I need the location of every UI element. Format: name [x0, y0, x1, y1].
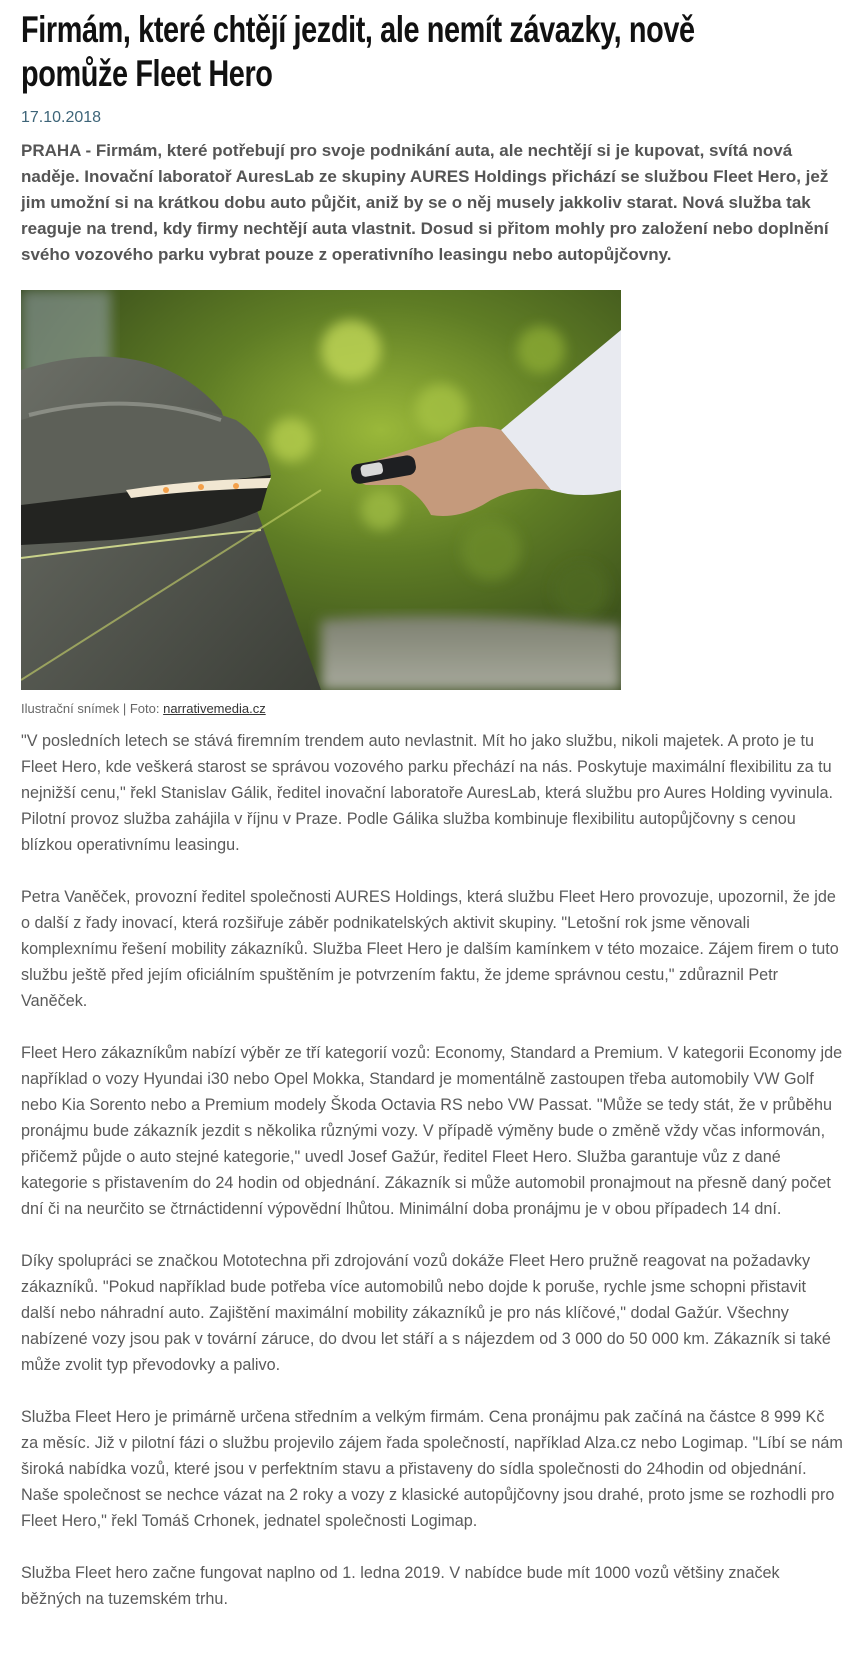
body-paragraph: Služba Fleet hero začne fungovat naplno od 1. ledna 2019. V nabídce bude mít 1000 vozů většiny značek běžných na tuzemském trhu.: [21, 1564, 780, 1608]
caption-text: Ilustrační snímek | Foto:: [21, 701, 164, 716]
body-paragraph: "V posledních letech se stává firemním trendem auto nevlastnit. Mít ho jako službu, nikoli majetek. A proto je tu Fleet Hero, kde veškerá starost se správou vozového parku přechází na nás. Poskytuje maximální flexibilitu za tu nejnižší cenu," řekl Stanislav Gálik, ředitel inovační laboratoře AuresLab, která službu pro Aures Holding vyvinula. Pilotní provoz služba zahájila v říjnu v Praze. Podle Gálika služba kombinuje flexibilitu autopůjčovny s cenou blízkou operativnímu leasingu.: [21, 732, 833, 854]
article: [21, 0, 843, 1608]
article-body: [21, 728, 843, 1638]
photo-caption: [21, 700, 266, 718]
publish-date: 17.10.2018: [21, 109, 102, 126]
headline: Firmám, které chtějí jezdit, ale nemít závazky, nově pomůže Fleet Hero: [21, 9, 695, 94]
body-paragraph: Služba Fleet Hero je primárně určena středním a velkým firmám. Cena pronájmu pak začíná na částce 8 999 Kč za měsíc. Již v pilotní fázi o službu projevilo zájem řada společností, například Alza.cz nebo Logimap. "Líbí se nám široká nabídka vozů, které jsou v perfektním stavu a přistaveny do sídla společnosti do 24hodin od objednání. Naše společnost se nechce vázat na 2 roky a vozy z klasické autopůjčovny jsou drahé, proto jsme se rozhodli pro Fleet Hero," řekl Tomáš Crhonek, jednatel společnosti Logimap.: [21, 1408, 843, 1530]
photo-credit-link[interactable]: narrativemedia.cz: [163, 701, 266, 716]
article-photo: [21, 290, 621, 690]
body-paragraph: Díky spolupráci se značkou Mototechna při zdrojování vozů dokáže Fleet Hero pružně reagovat na požadavky zákazníků. "Pokud například bude potřeba více automobilů nebo dojde k poruše, rychle jsme schopni přistavit další nebo náhradní auto. Zajištění maximální mobility zákazníků je pro nás klíčové," dodal Gažúr. Všechny nabízené vozy jsou pak v tovární záruce, do dvou let stáří a s nájezdem od 3 000 do 50 000 km. Zákazník si také může zvolit typ převodovky a palivo.: [21, 1252, 831, 1374]
lead-paragraph: PRAHA - Firmám, které potřebují pro svoje podnikání auta, ale nechtějí si je kupovat, svítá nová naděje. Inovační laboratoř AuresLab ze skupiny AURES Holdings přichází se službou Fleet Hero, jež jim umožní si na krátkou dobu auto půjčit, aniž by se o něj musely jakkoliv starat. Nová služba tak reaguje na trend, kdy firmy nechtějí auta vlastnit. Dosud si přitom mohly pro založení nebo doplnění svého vozového parku vybrat pouze z operativního leasingu nebo autopůjčovny.: [21, 141, 829, 264]
body-paragraph: Petra Vaněček, provozní ředitel společnosti AURES Holdings, která službu Fleet Hero provozuje, upozornil, že jde o další z řady inovací, která rozšiřuje záběr podnikatelských aktivit skupiny. "Letošní rok jsme věnovali komplexnímu řešení mobility zákazníků. Služba Fleet Hero je dalším kamínkem v této mozaice. Zájem firem o tuto službu ještě před jejím oficiálním spuštěním je potvrzením faktu, že jdeme správnou cestu," zdůraznil Petr Vaněček.: [21, 888, 839, 1010]
body-paragraph: Fleet Hero zákazníkům nabízí výběr ze tří kategorií vozů: Economy, Standard a Premium. V kategorii Economy jde například o vozy Hyundai i30 nebo Opel Mokka, Standard je momentálně zastoupen třeba automobily VW Golf nebo Kia Sorento nebo a Premium modely Škoda Octavia RS nebo VW Passat. "Může se tedy stát, že v průběhu pronájmu bude zákazník jezdit s několika různými vozy. V případě výměny bude o změně vždy včas informován, přičemž půjde o auto stejné kategorie," uvedl Josef Gažúr, ředitel Fleet Hero. Služba garantuje vůz z dané kategorie s přistavením do 24 hodin od objednání. Zákazník si může automobil pronajmout na přesně daný počet dní či na neurčito se čtrnáctidenní výpovědní lhůtou. Minimální doba pronájmu je v obou případech 14 dní.: [21, 1044, 843, 1218]
